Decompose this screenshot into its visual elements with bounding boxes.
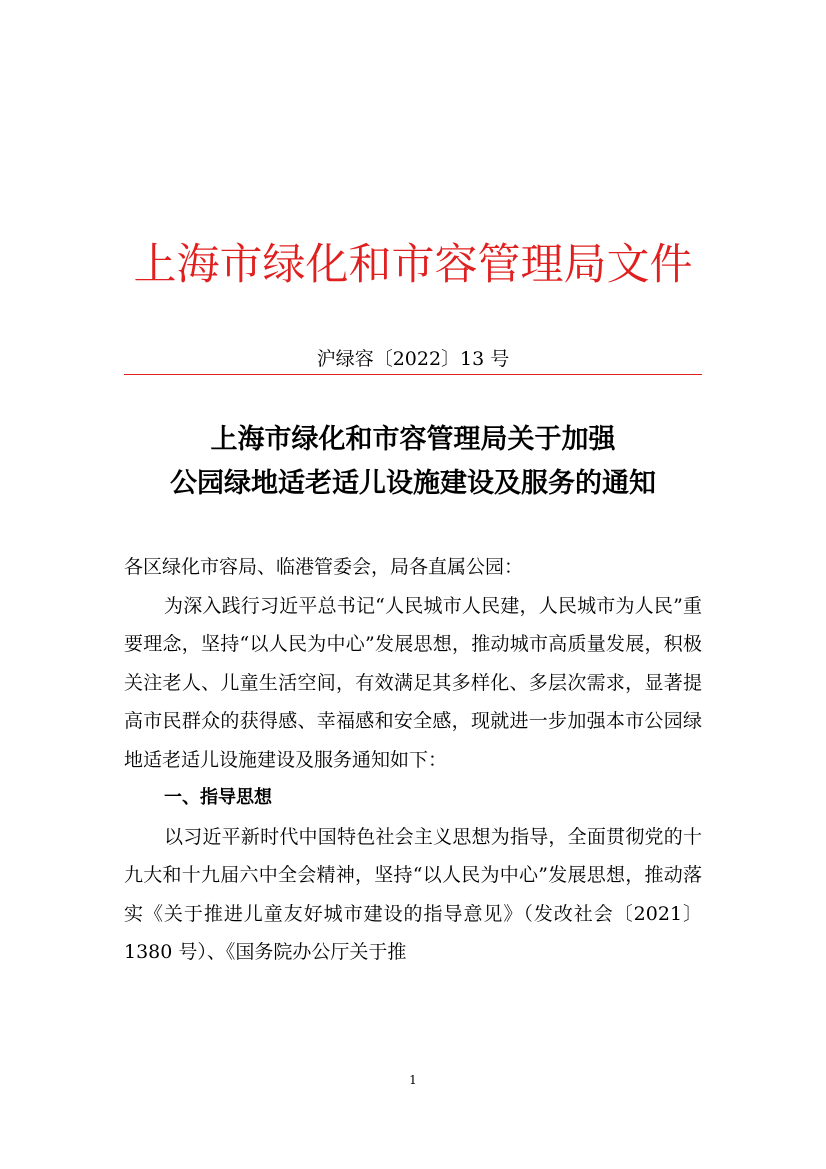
document-title-line-2: 公园绿地适老适儿设施建设及服务的通知 (170, 468, 656, 499)
section-heading-guiding-thought: 一、指导思想 (164, 787, 272, 808)
page-number: 1 (409, 1073, 417, 1087)
document-header-title: 上海市绿化和市容管理局文件 (133, 240, 693, 290)
document-title (0, 418, 826, 506)
red-divider-line (124, 374, 702, 375)
document-body (124, 548, 702, 972)
document-title-line-1: 上海市绿化和市容管理局关于加强 (210, 424, 616, 455)
section-paragraph: 以习近平新时代中国特色社会主义思想为指导，全面贯彻党的十九大和十九届六中全会精神，坚持“以人民为中心”发展思想，推动落实《关于推进儿童友好城市建设的指导意见》（发改社会〔2021〕1380 号）、《国务院办公厅关于推 (124, 825, 702, 963)
document-number: 沪绿容〔2022〕13 号 (316, 348, 510, 370)
recipients-line: 各区绿化市容局、临港管委会，局各直属公园： (124, 556, 524, 578)
intro-paragraph: 为深入践行习近平总书记“人民城市人民建，人民城市为人民”重要理念，坚持“以人民为中心”发展思想，推动城市高质量发展，积极关注老人、儿童生活空间，有效满足其多样化、多层次需求，显著提高市民群众的获得感、幸福感和安全感，现就进一步加强本市公园绿地适老适儿设施建设及服务通知如下： (124, 594, 702, 771)
